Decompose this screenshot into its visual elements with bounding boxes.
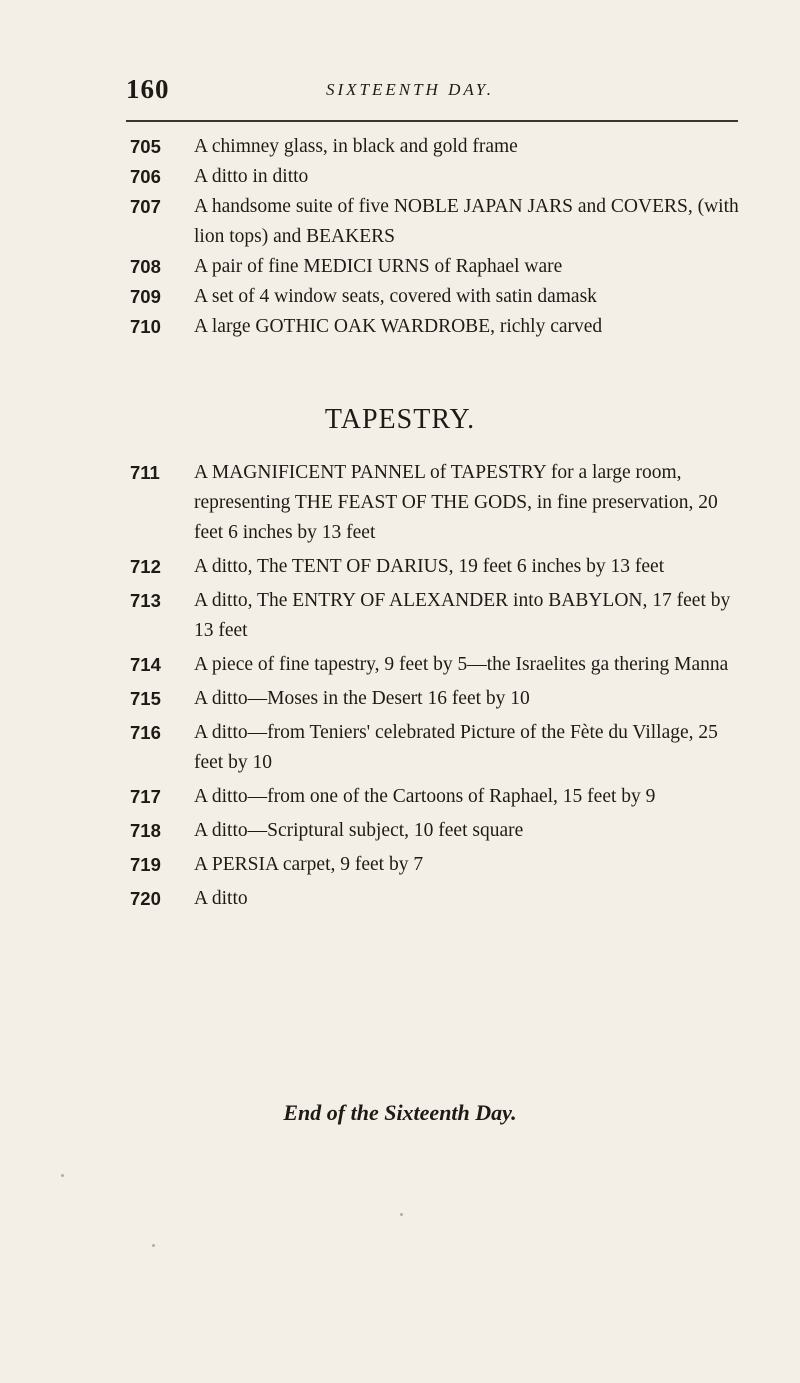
lot-list-furniture: [130, 132, 740, 342]
lot-description: A large GOTHIC OAK WARDROBE, richly carved: [194, 316, 603, 337]
paper-speck: [152, 1244, 155, 1247]
lot-number: 714: [130, 654, 161, 675]
lot-number: 715: [130, 688, 161, 709]
lot-number: 705: [130, 136, 161, 157]
lot-number: 709: [130, 286, 161, 307]
lot-number: 718: [130, 820, 161, 841]
lot-description: A piece of fine tapestry, 9 feet by 5—the Israelites ga thering Manna: [194, 654, 729, 675]
page-number: 160: [126, 74, 170, 104]
lot-number: 720: [130, 888, 161, 909]
page-header: [126, 74, 736, 114]
lot-description: A ditto, The ENTRY OF ALEXANDER into BABYLON, 17 feet by 13 feet: [194, 590, 731, 641]
lot-entry: [130, 132, 740, 162]
lot-description: A ditto, The TENT OF DARIUS, 19 feet 6 inches by 13 feet: [194, 556, 665, 577]
lot-entry: [130, 718, 740, 778]
lot-description: A ditto—from Teniers' celebrated Picture of the Fète du Village, 25 feet by 10: [194, 722, 718, 773]
lot-entry: [130, 192, 740, 252]
lot-description: A set of 4 window seats, covered with satin damask: [194, 286, 597, 307]
lot-number: 711: [130, 462, 160, 483]
paper-speck: [400, 1213, 403, 1216]
lot-entry: [130, 312, 740, 342]
lot-list-tapestry: [130, 458, 740, 918]
lot-description: A ditto in ditto: [194, 166, 309, 187]
lot-description: A pair of fine MEDICI URNS of Raphael ware: [194, 256, 563, 277]
lot-number: 706: [130, 166, 161, 187]
lot-entry: [130, 850, 740, 880]
lot-entry: [130, 162, 740, 192]
lot-number: 719: [130, 854, 161, 875]
lot-description: A MAGNIFICENT PANNEL of TAPESTRY for a large room, representing THE FEAST OF THE GODS, in fine preservation, 20 feet 6 inches by 13 feet: [194, 462, 718, 543]
lot-entry: [130, 816, 740, 846]
lot-number: 716: [130, 722, 161, 743]
lot-description: A ditto—Scriptural subject, 10 feet square: [194, 820, 524, 841]
lot-number: 708: [130, 256, 161, 277]
end-of-day-note: End of the Sixteenth Day.: [283, 1100, 517, 1125]
lot-entry: [130, 782, 740, 812]
lot-description: A PERSIA carpet, 9 feet by 7: [194, 854, 424, 875]
lot-entry: [130, 650, 740, 680]
lot-description: A ditto—Moses in the Desert 16 feet by 10: [194, 688, 530, 709]
lot-entry: [130, 552, 740, 582]
lot-number: 713: [130, 590, 161, 611]
lot-description: A handsome suite of five NOBLE JAPAN JARS and COVERS, (with lion tops) and BEAKERS: [194, 196, 739, 247]
lot-number: 717: [130, 786, 161, 807]
lot-number: 707: [130, 196, 161, 217]
lot-description: A ditto—from one of the Cartoons of Raphael, 15 feet by 9: [194, 786, 656, 807]
lot-entry: [130, 884, 740, 914]
lot-entry: [130, 458, 740, 548]
lot-description: A chimney glass, in black and gold frame: [194, 136, 518, 157]
running-head: SIXTEENTH DAY.: [326, 80, 494, 99]
lot-entry: [130, 252, 740, 282]
lot-entry: [130, 586, 740, 646]
header-rule: [126, 120, 738, 122]
paper-speck: [61, 1174, 64, 1177]
lot-entry: [130, 282, 740, 312]
lot-number: 710: [130, 316, 161, 337]
section-title: TAPESTRY.: [324, 404, 476, 435]
lot-description: A ditto: [194, 888, 248, 909]
lot-number: 712: [130, 556, 161, 577]
lot-entry: [130, 684, 740, 714]
